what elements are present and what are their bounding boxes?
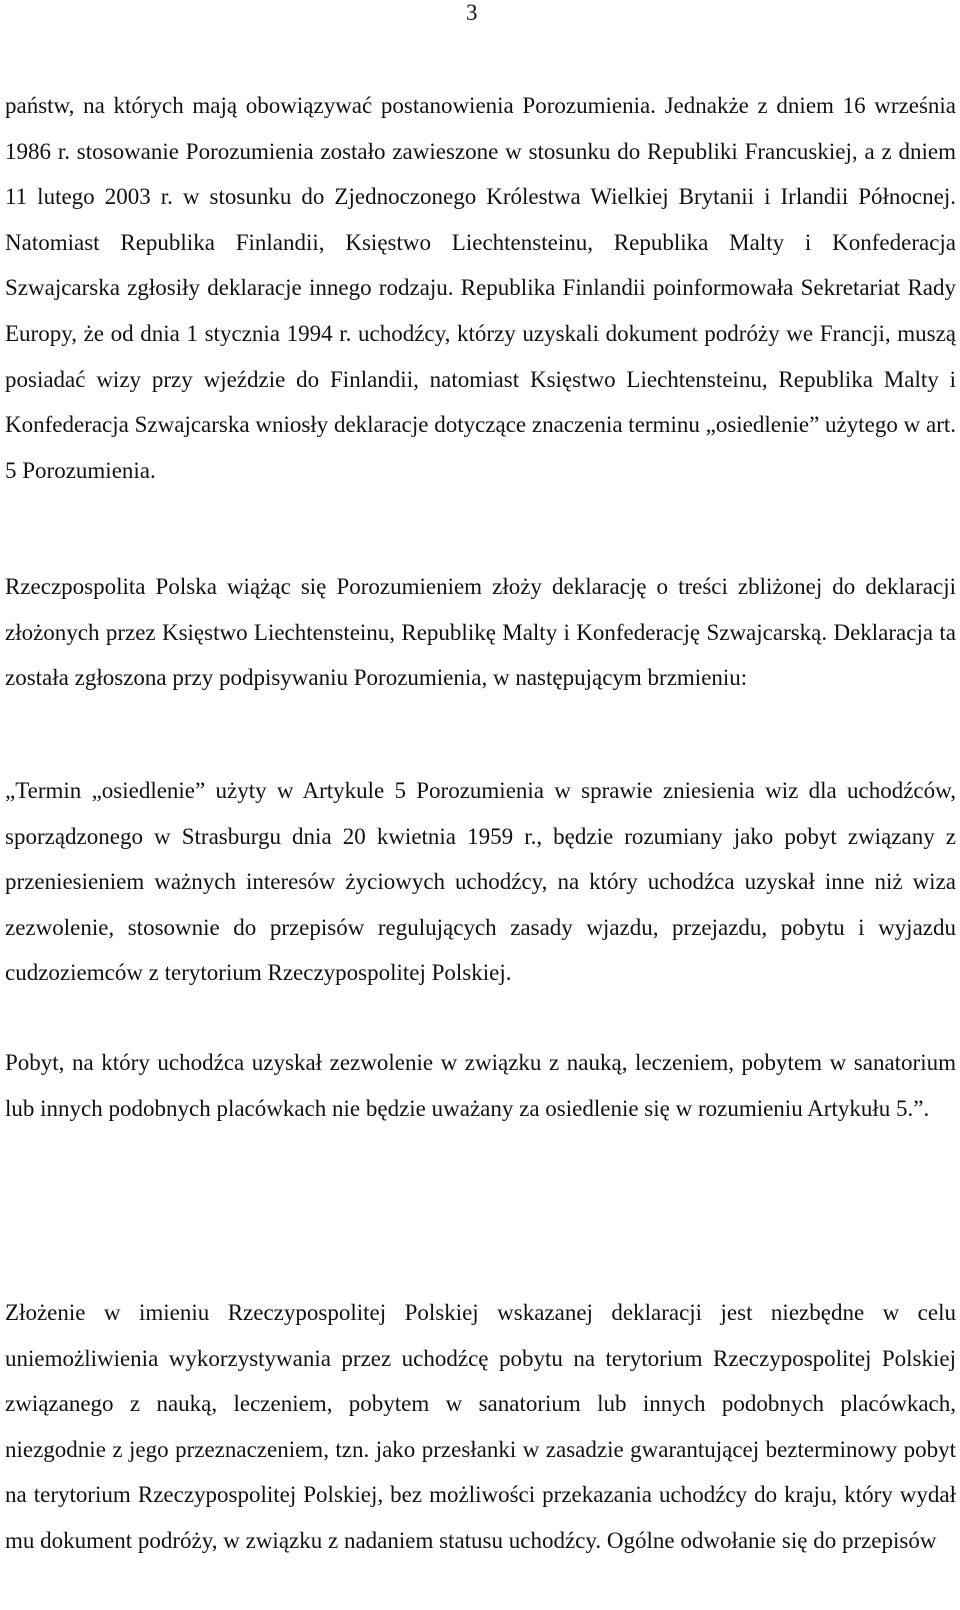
paragraph-declarations-overview: państw, na których mają obowiązywać postanowienia Porozumienia. Jednakże z dniem 16 września 1986 r. stosowanie Porozumienia zostało zawieszone w stosunku do Republiki Francuskiej, a z dniem 11 lutego 2003 r. w stosunku do Zjednoczonego Królestwa Wielkiej Brytanii i Irlandii Północnej. Natomiast Republika Finlandii, Księstwo Liechtensteinu, Republika Malty i Konfederacja Szwajcarska zgłosiły deklaracje innego rodzaju. Republika Finlandii poinformowała Sekretariat Rady Europy, że od dnia 1 stycznia 1994 r. uchodźcy, którzy uzyskali dokument podróży we Francji, muszą posiadać wizy przy wjeździe do Finlandii, natomiast Księstwo Liechtensteinu, Republika Malty i Konfederacja Szwajcarska wniosły deklaracje dotyczące znaczenia terminu „osiedlenie” użytego w art. 5 Porozumienia.: [5, 93, 956, 483]
paragraph-polish-declaration-intro: Rzeczpospolita Polska wiążąc się Porozumieniem złoży deklarację o treści zbliżonej do deklaracji złożonych przez Księstwo Liechtensteinu, Republikę Malty i Konfederację Szwajcarską. Deklaracja ta została zgłoszona przy podpisywaniu Porozumienia, w następującym brzmieniu:: [5, 574, 956, 691]
paragraph-declaration-quote-term: „Termin „osiedlenie” użyty w Artykule 5 Porozumienia w sprawie zniesienia wiz dla uchodźców, sporządzonego w Strasburgu dnia 20 kwietnia 1959 r., będzie rozumiany jako pobyt związany z przeniesieniem ważnych interesów życiowych uchodźcy, na który uchodźca uzyskał inne niż wiza zezwolenie, stosownie do przepisów regulujących zasady wjazdu, przejazdu, pobytu i wyjazdu cudzoziemców z terytorium Rzeczypospolitej Polskiej.: [5, 778, 956, 986]
paragraph-declaration-justification: Złożenie w imieniu Rzeczypospolitej Polskiej wskazanej deklaracji jest niezbędne w celu uniemożliwienia wykorzystywania przez uchodźcę pobytu na terytorium Rzeczypospolitej Polskiej związanego z nauką, leczeniem, pobytem w sanatorium lub innych podobnych placówkach, niezgodnie z jego przeznaczeniem, tzn. jako przesłanki w zasadzie gwarantującej bezterminowy pobyt na terytorium Rzeczypospolitej Polskiej, bez możliwości przekazania uchodźcy do kraju, który wydał mu dokument podróży, w związku z nadaniem statusu uchodźcy. Ogólne odwołanie się do przepisów: [5, 1300, 956, 1553]
paragraph-declaration-quote-stay: Pobyt, na który uchodźca uzyskał zezwolenie w związku z nauką, leczeniem, pobytem w sanatorium lub innych podobnych placówkach nie będzie uważany za osiedlenie się w rozumieniu Artykułu 5.”.: [5, 1050, 956, 1121]
page-number: 3: [466, 0, 478, 25]
